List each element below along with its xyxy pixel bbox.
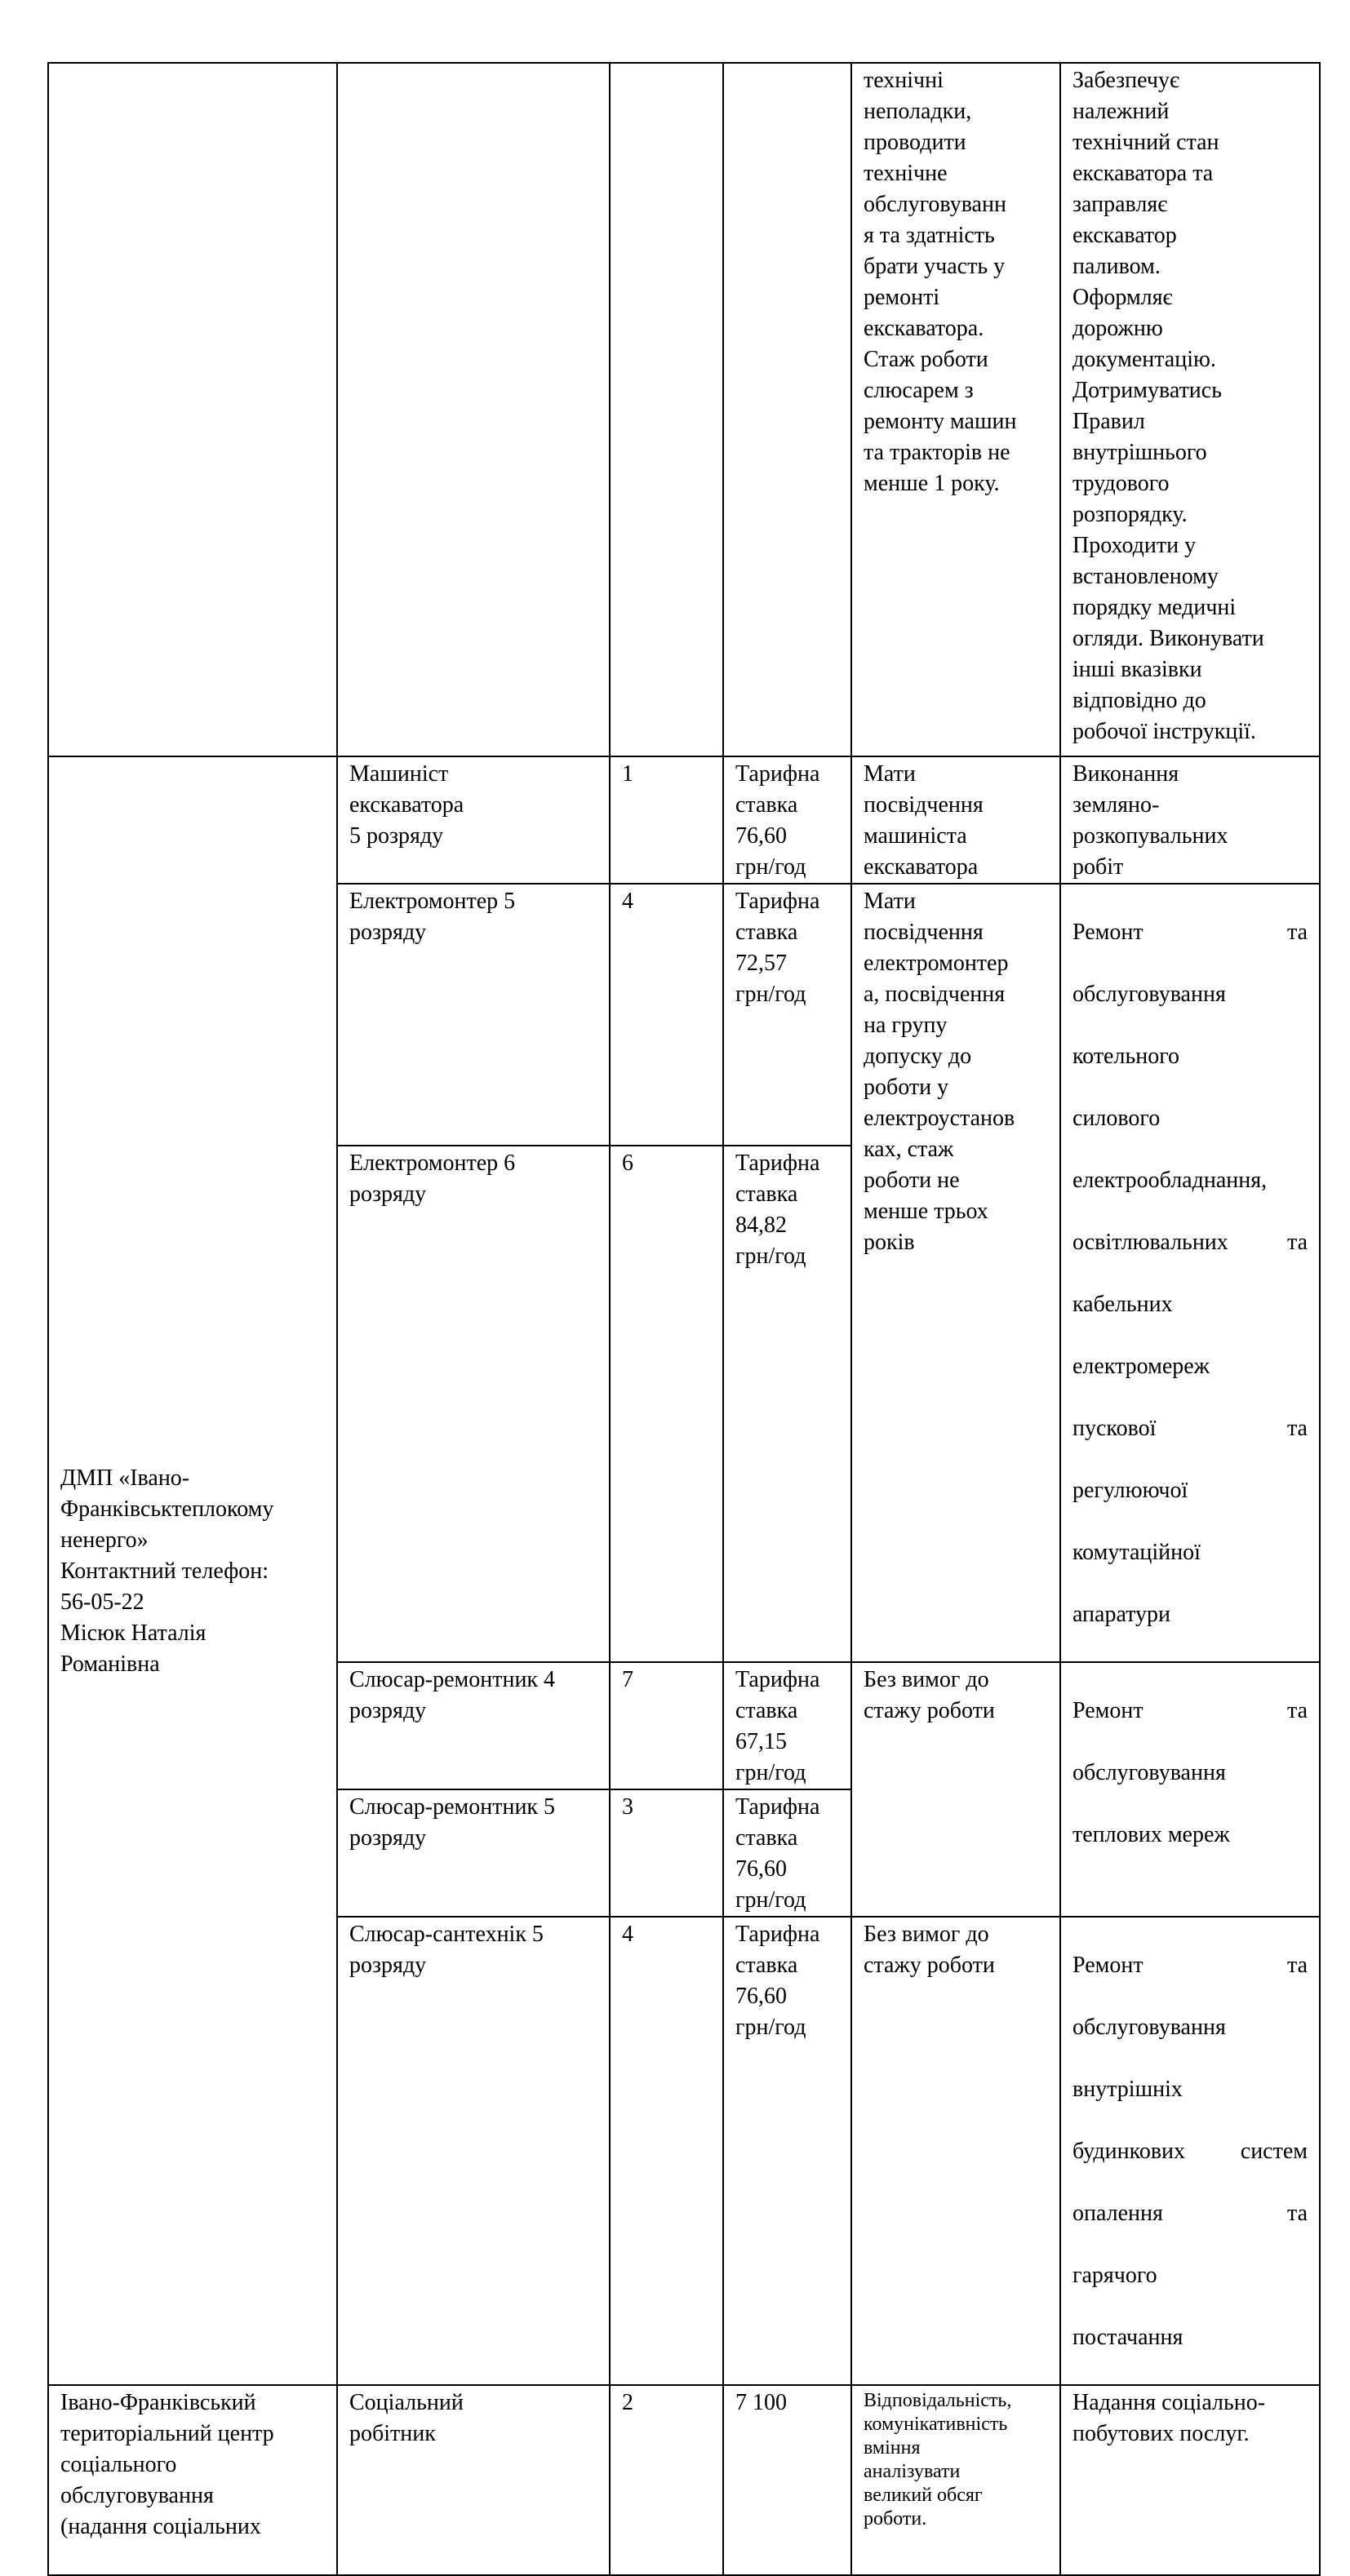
employer-cell <box>48 63 337 756</box>
duties-line: апаратури <box>1072 1602 1171 1627</box>
employer-cell: Івано-Франківський територіальний центр соціального обслуговування (надання соціальних <box>48 2385 337 2575</box>
requirements-cell: Мати посвідчення електромонтер а, посвідчення на групу допуску до роботи у електроустанов ках, стаж роботи не менше трьох років <box>851 884 1060 1662</box>
duties-line: обслуговування <box>1072 982 1226 1007</box>
duties-line: опалення та <box>1072 2201 1308 2226</box>
position-cell: Машиніст екскаватора 5 розряду <box>337 756 610 884</box>
count-cell <box>610 63 723 756</box>
duties-line: регулюючої <box>1072 1478 1188 1503</box>
count-cell: 2 <box>610 2385 723 2575</box>
position-cell: Соціальний робітник <box>337 2385 610 2575</box>
duties-line: кабельних <box>1072 1292 1173 1317</box>
count-cell: 3 <box>610 1789 723 1917</box>
requirements-cell: технічні неполадки, проводити технічне обслуговуванн я та здатність брати участь у ремонті екскаватора. Стаж роботи слюсарем з ремонту машин та тракторів не менше 1 року. <box>851 63 1060 756</box>
position-cell <box>337 63 610 756</box>
duties-cell <box>1060 1917 1320 2385</box>
table-row <box>48 2385 1320 2575</box>
duties-line: пускової та <box>1072 1416 1308 1441</box>
pay-cell: 7 100 <box>723 2385 851 2575</box>
requirements-cell: Мати посвідчення машиніста екскаватора <box>851 756 1060 884</box>
table-row <box>48 756 1320 884</box>
duties-cell <box>1060 1662 1320 1917</box>
pay-cell: Тарифна ставка 76,60 грн/год <box>723 1917 851 2385</box>
pay-cell: Тарифна ставка 67,15 грн/год <box>723 1662 851 1789</box>
duties-line: гарячого <box>1072 2263 1157 2288</box>
duties-cell: Надання соціально- побутових послуг. <box>1060 2385 1320 2575</box>
duties-line: постачання <box>1072 2325 1183 2350</box>
position-cell: Електромонтер 5 розряду <box>337 884 610 1146</box>
count-cell: 4 <box>610 1917 723 2385</box>
count-cell: 7 <box>610 1662 723 1789</box>
duties-cell: Забезпечує належний технічний стан екскаватора та заправляє екскаватор паливом. Оформляє дорожню документацію. Дотримуватись Правил внутрішнього трудового розпорядку. Проходити у встановленому порядку медичні огляди. Виконувати інші вказівки відповідно до робочої інструкції. <box>1060 63 1320 756</box>
requirements-cell: Відповідальність, комунікативність вміння аналізувати великий обсяг роботи. <box>851 2385 1060 2575</box>
pay-cell <box>723 63 851 756</box>
pay-cell: Тарифна ставка 72,57 грн/год <box>723 884 851 1146</box>
pay-cell: Тарифна ставка 76,60 грн/год <box>723 1789 851 1917</box>
duties-line: Ремонт та <box>1072 1698 1308 1723</box>
table-row <box>48 63 1320 756</box>
duties-line: Ремонт та <box>1072 1953 1308 1978</box>
count-cell: 4 <box>610 884 723 1146</box>
duties-cell <box>1060 884 1320 1662</box>
employer-cell: ДМП «Івано- Франківськтеплокому ненерго» Контактний телефон: 56-05-22 Місюк Наталія Романівна <box>48 756 337 2385</box>
duties-line: комутаційної <box>1072 1540 1201 1565</box>
duties-cell: Виконання земляно- розкопувальних робіт <box>1060 756 1320 884</box>
duties-line: електромереж <box>1072 1354 1210 1379</box>
position-cell: Електромонтер 6 розряду <box>337 1146 610 1662</box>
count-cell: 6 <box>610 1146 723 1662</box>
duties-line: Ремонт та <box>1072 920 1308 945</box>
duties-line: котельного <box>1072 1044 1179 1069</box>
position-cell: Слюсар-ремонтник 4 розряду <box>337 1662 610 1789</box>
position-cell: Слюсар-сантехнік 5 розряду <box>337 1917 610 2385</box>
duties-line: будинкових систем <box>1072 2139 1308 2164</box>
duties-line: обслуговування <box>1072 1760 1226 1785</box>
duties-line: обслуговування <box>1072 2015 1226 2040</box>
duties-line: електрообладнання, <box>1072 1168 1268 1193</box>
duties-line: освітлювальних та <box>1072 1230 1308 1255</box>
duties-line: внутрішніх <box>1072 2077 1183 2102</box>
pay-cell: Тарифна ставка 84,82 грн/год <box>723 1146 851 1662</box>
position-cell: Слюсар-ремонтник 5 розряду <box>337 1789 610 1917</box>
vacancy-table <box>47 62 1321 2576</box>
duties-line: силового <box>1072 1106 1161 1131</box>
requirements-cell: Без вимог до стажу роботи <box>851 1917 1060 2385</box>
count-cell: 1 <box>610 756 723 884</box>
pay-cell: Тарифна ставка 76,60 грн/год <box>723 756 851 884</box>
requirements-cell: Без вимог до стажу роботи <box>851 1662 1060 1917</box>
duties-line: теплових мереж <box>1072 1822 1230 1847</box>
